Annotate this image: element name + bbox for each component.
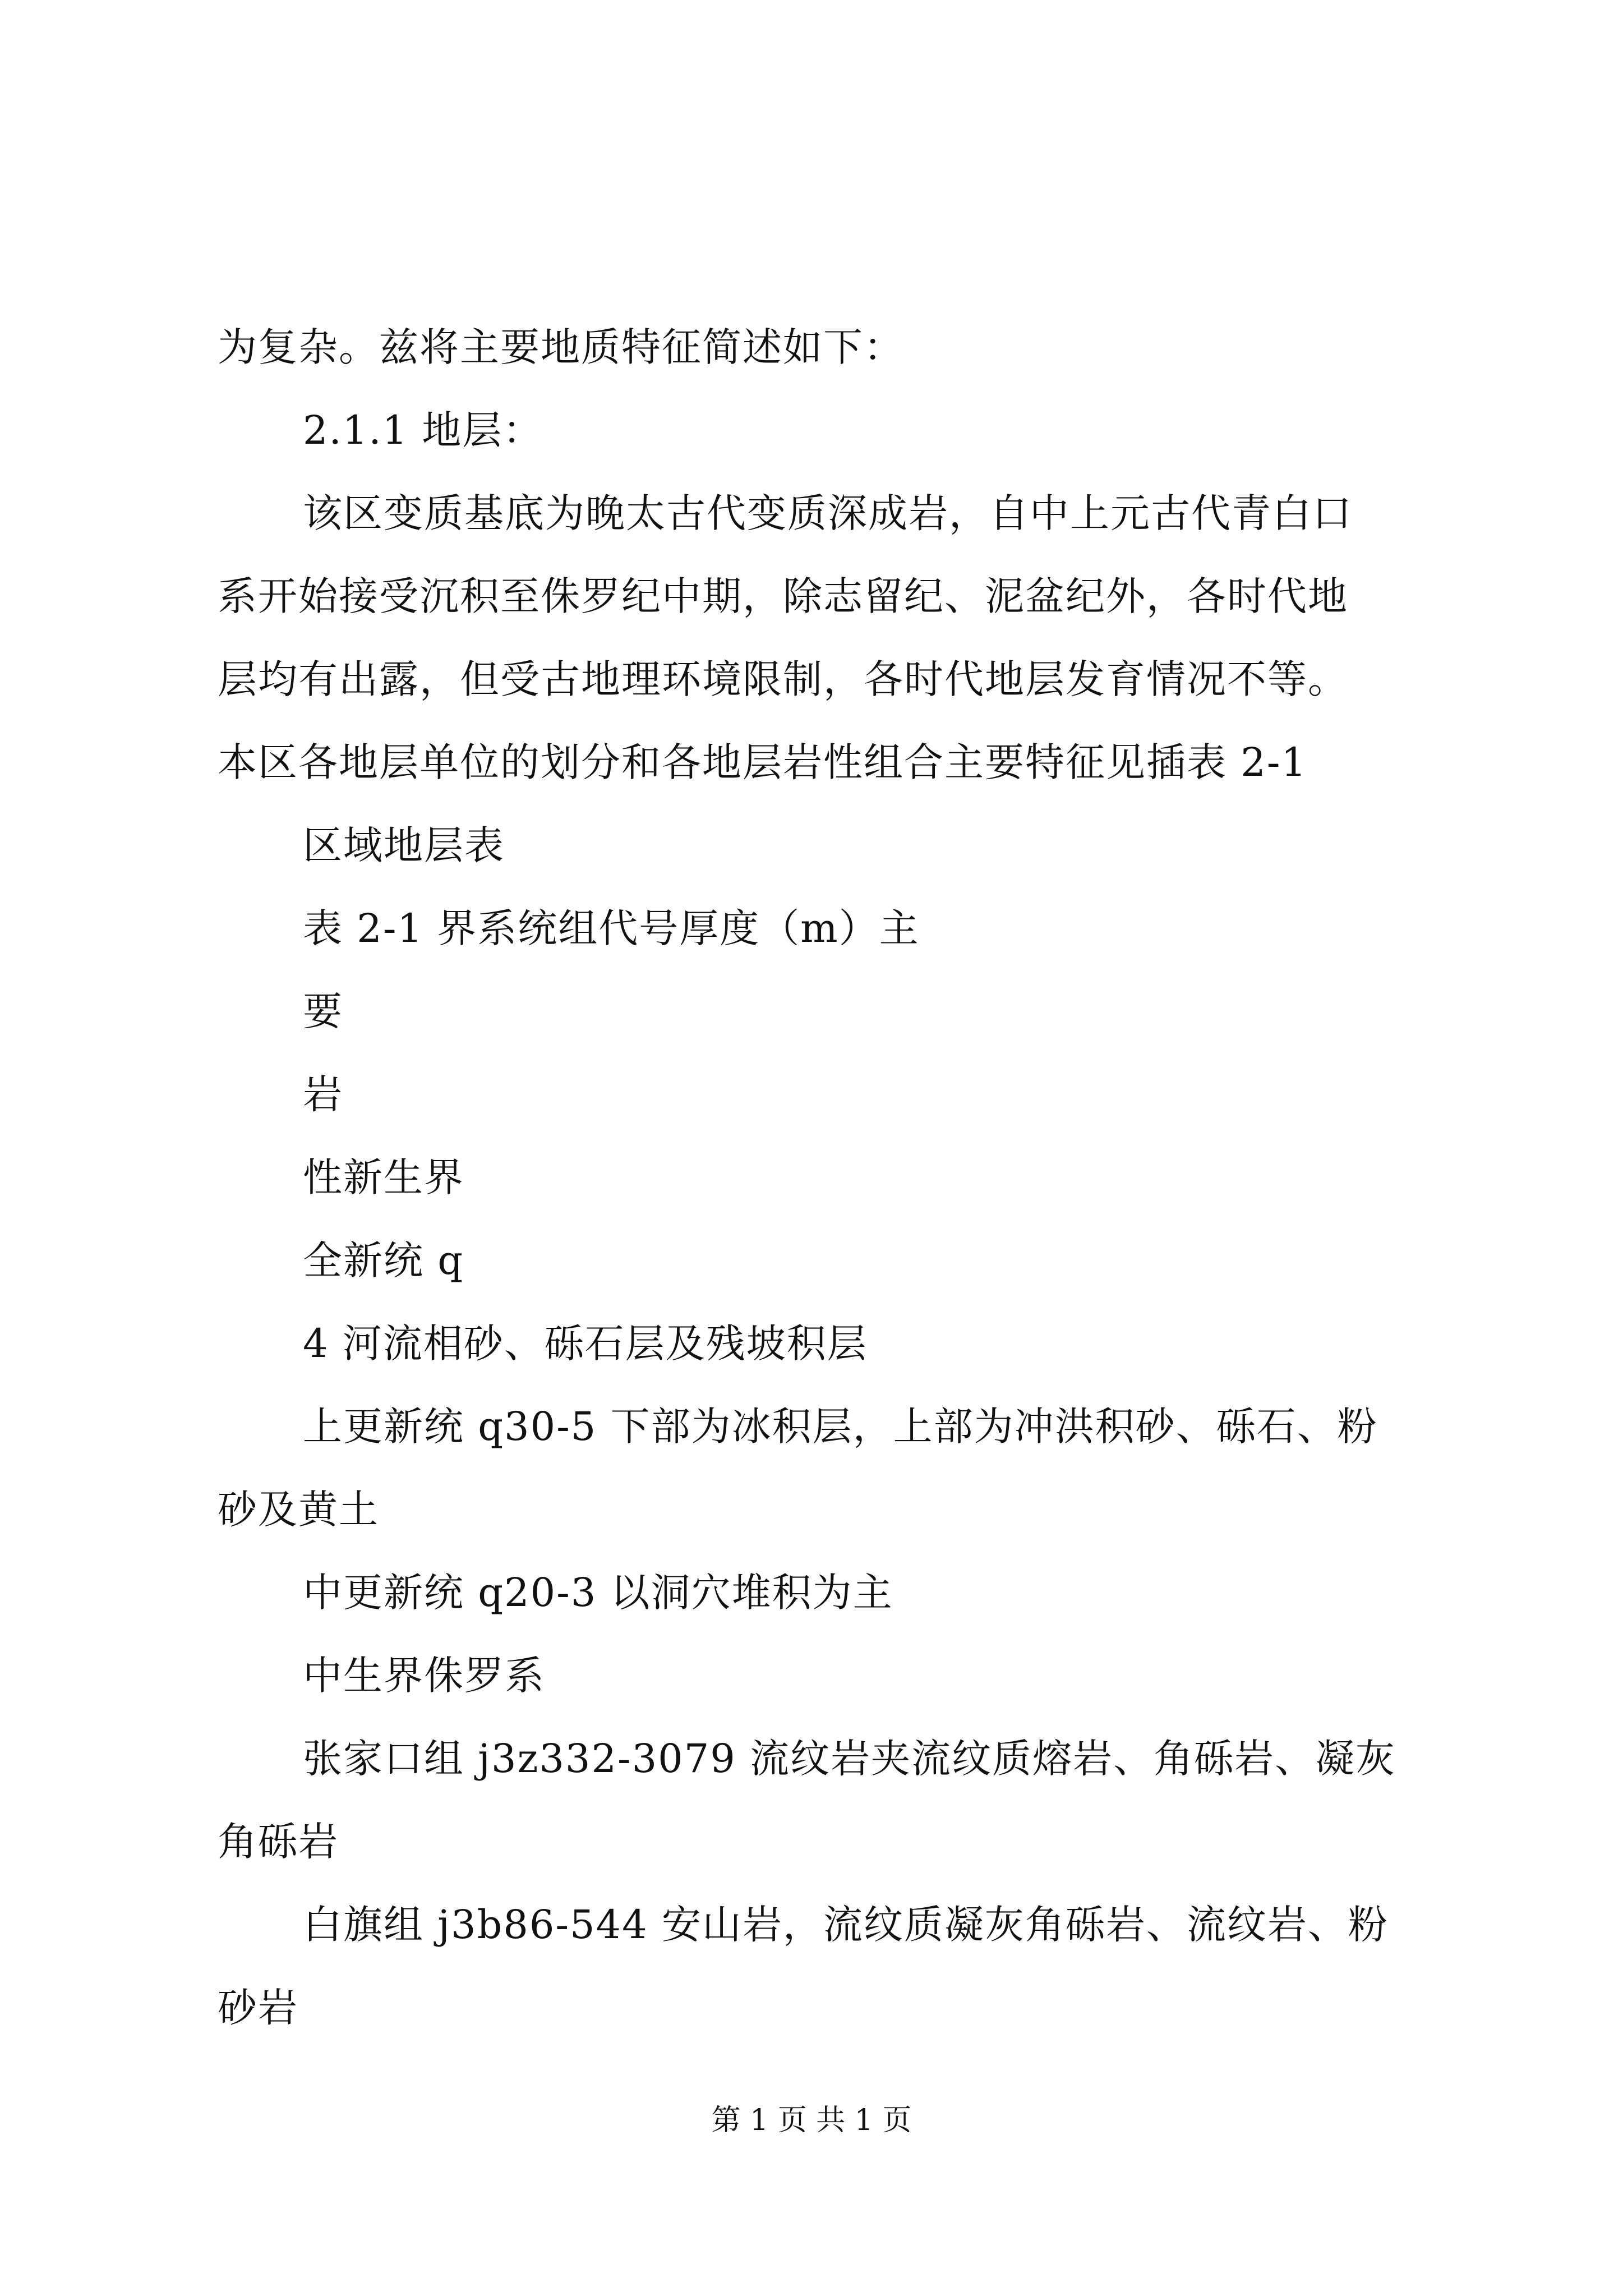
text-line: 上更新统 q30-5 下部为冰积层，上部为冲洪积砂、砾石、粉 (303, 1404, 1378, 1450)
page-footer: 第 1 页 共 1 页 (711, 2104, 912, 2137)
text-line: 岩 (303, 1071, 343, 1117)
text-line: 4 河流相砂、砾石层及残坡积层 (303, 1320, 868, 1366)
text-line: 本区各地层单位的划分和各地层岩性组合主要特征见插表 2-1 (218, 739, 1307, 785)
text-line: 砂及黄土 (218, 1487, 379, 1533)
text-line: 张家口组 j3z332-3079 流纹岩夹流纹质熔岩、角砾岩、凝灰 (303, 1736, 1396, 1782)
text-line: 为复杂。兹将主要地质特征简述如下： (218, 324, 904, 370)
document-body (218, 306, 1418, 2049)
text-line: 全新统 q (303, 1237, 464, 1283)
text-line: 性新生界 (303, 1154, 464, 1200)
text-line: 表 2-1 界系统组代号厚度（m）主 (303, 905, 920, 951)
text-line: 系开始接受沉积至侏罗纪中期，除志留纪、泥盆纪外，各时代地 (218, 573, 1348, 619)
text-line: 砂岩 (218, 1985, 298, 2031)
text-line: 白旗组 j3b86-544 安山岩，流纹质凝灰角砾岩、流纹岩、粉 (303, 1902, 1389, 1948)
text-line: 层均有出露，但受古地理环境限制，各时代地层发育情况不等。 (218, 656, 1348, 702)
text-line: 要 (303, 988, 343, 1034)
text-line: 区域地层表 (303, 822, 505, 868)
text-line: 中更新统 q20-3 以洞穴堆积为主 (303, 1570, 893, 1616)
text-line: 2.1.1 地层： (303, 407, 543, 453)
text-line: 该区变质基底为晚太古代变质深成岩，自中上元古代青白口 (303, 490, 1353, 536)
text-line: 角砾岩 (218, 1819, 339, 1865)
text-line: 中生界侏罗系 (303, 1653, 545, 1699)
